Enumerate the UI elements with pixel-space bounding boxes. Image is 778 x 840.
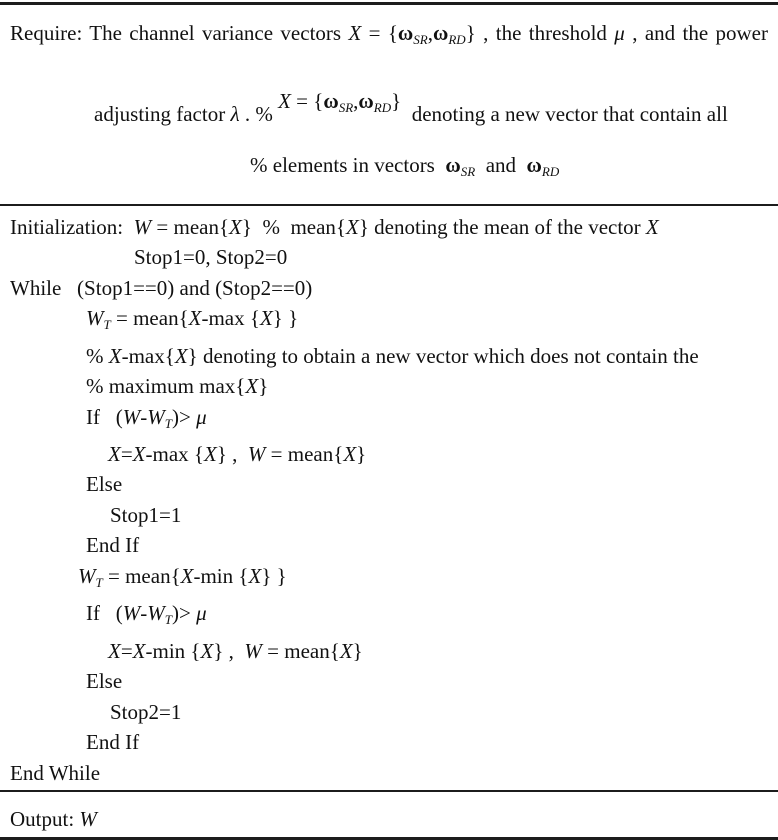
- text-segment: and: [475, 152, 527, 177]
- text-segment: X: [188, 306, 202, 331]
- text-segment: Stop2=1: [110, 699, 182, 724]
- text-segment: While (Stop1==0) and (Stop2==0): [10, 275, 313, 300]
- text-segment: W: [247, 441, 266, 466]
- text-segment: If (: [86, 404, 123, 429]
- text-segment: End If: [86, 533, 140, 558]
- text-segment: X: [343, 441, 357, 466]
- text-segment: . %: [239, 101, 279, 126]
- output-section: [0, 804, 778, 834]
- text-segment: = mean{: [102, 563, 181, 588]
- text-segment: X: [645, 214, 659, 239]
- text-segment: X: [346, 214, 359, 239]
- line-else-2: [10, 666, 768, 697]
- text-segment: ω: [323, 88, 339, 113]
- text-segment: -min {: [193, 563, 249, 588]
- text-segment: Require: The channel variance vectors: [10, 21, 349, 45]
- text-segment: T: [164, 415, 172, 431]
- line-endwhile: [10, 758, 768, 789]
- text-segment: SR: [413, 31, 428, 47]
- text-segment: =: [120, 441, 133, 466]
- text-segment: End If: [86, 730, 140, 755]
- text-segment: }: [258, 374, 269, 399]
- text-segment: X: [174, 343, 188, 368]
- text-segment: W: [133, 214, 152, 239]
- line-wt-max: [10, 303, 768, 340]
- text-segment: , and the power: [624, 21, 768, 45]
- text-segment: X: [200, 638, 214, 663]
- text-segment: W: [79, 807, 97, 832]
- divider-top: [0, 2, 778, 5]
- line-comment-max-1: [10, 341, 768, 372]
- text-segment: } % mean{: [241, 214, 347, 239]
- text-segment: W: [86, 306, 104, 331]
- text-segment: RD: [448, 31, 466, 47]
- text-segment: Output:: [10, 807, 80, 832]
- text-segment: SR: [460, 163, 476, 179]
- text-segment: ,: [353, 88, 359, 113]
- text-segment: } , the threshold: [465, 21, 615, 45]
- line-if-max: [10, 402, 768, 439]
- text-segment: W: [122, 601, 141, 626]
- text-segment: -max {: [201, 306, 260, 331]
- text-segment: T: [164, 612, 172, 628]
- text-segment: ω: [526, 152, 542, 177]
- divider-footer: [0, 790, 778, 792]
- line-update-min: [10, 636, 768, 667]
- text-segment: μ: [196, 404, 207, 429]
- line-if-min: [10, 598, 768, 635]
- text-segment: X: [245, 374, 259, 399]
- text-segment: W: [122, 404, 141, 429]
- text-segment: X: [278, 88, 291, 113]
- require-line-2: [10, 88, 768, 144]
- line-stop-init: [10, 242, 768, 273]
- text-segment: }: [356, 441, 367, 466]
- line-comment-max-2: [10, 371, 768, 402]
- text-segment: } ,: [213, 638, 245, 663]
- text-segment: adjusting factor: [94, 101, 231, 126]
- text-segment: X: [108, 343, 122, 368]
- text-segment: } denoting the mean of the vector: [358, 214, 646, 239]
- text-segment: % maximum max{: [86, 374, 246, 399]
- line-wt-min: [10, 561, 768, 598]
- text-segment: = mean{: [151, 214, 230, 239]
- line-endif-1: [10, 530, 768, 561]
- text-segment: X: [348, 21, 362, 45]
- text-segment: )>: [171, 404, 197, 429]
- text-segment: μ: [196, 601, 207, 626]
- text-segment: = {: [290, 88, 324, 113]
- text-segment: X: [108, 638, 121, 663]
- text-segment: T: [95, 574, 103, 590]
- text-segment: } denoting to obtain a new vector which does not contain the: [187, 343, 699, 368]
- text-segment: denoting a new vector that contain all: [401, 101, 728, 126]
- text-segment: μ: [614, 21, 625, 45]
- text-segment: SR: [338, 99, 354, 115]
- text-segment: =: [120, 638, 133, 663]
- text-segment: } }: [261, 563, 287, 588]
- text-segment: Else: [86, 472, 123, 497]
- text-segment: % elements in vectors: [250, 152, 446, 177]
- text-segment: W: [78, 563, 96, 588]
- text-segment: }: [352, 638, 363, 663]
- text-segment: -max {: [145, 441, 204, 466]
- text-segment: Initialization:: [10, 214, 134, 239]
- text-segment: -: [140, 404, 148, 429]
- require-line-3: [10, 150, 768, 187]
- text-segment: = mean{: [261, 638, 340, 663]
- text-segment: W: [244, 638, 262, 663]
- text-segment: X: [132, 441, 146, 466]
- text-segment: X: [203, 441, 217, 466]
- text-segment: RD: [541, 163, 560, 179]
- line-else-1: [10, 469, 768, 500]
- text-segment: X: [248, 563, 262, 588]
- text-segment: X: [259, 306, 273, 331]
- text-segment: RD: [373, 99, 392, 115]
- text-segment: If (: [86, 601, 123, 626]
- line-endif-2: [10, 727, 768, 758]
- text-segment: X: [132, 638, 146, 663]
- text-segment: )>: [171, 601, 197, 626]
- text-segment: X: [339, 638, 353, 663]
- text-segment: X: [108, 441, 121, 466]
- text-segment: T: [103, 317, 111, 333]
- text-segment: W: [147, 601, 165, 626]
- line-update-max: [10, 439, 768, 470]
- text-segment: Stop1=0, Stop2=0: [134, 245, 288, 270]
- text-segment: -: [140, 601, 148, 626]
- text-segment: }: [391, 88, 402, 113]
- text-segment: ,: [427, 21, 433, 45]
- text-segment: ω: [397, 21, 414, 45]
- require-line-1: [10, 18, 768, 55]
- line-while: [10, 273, 768, 304]
- algorithm-figure: [0, 2, 778, 832]
- text-segment: W: [147, 404, 165, 429]
- text-segment: %: [86, 343, 109, 368]
- text-segment: -max{: [121, 343, 175, 368]
- require-section: [0, 18, 778, 187]
- line-initialization: [10, 212, 768, 243]
- text-segment: ω: [358, 88, 374, 113]
- text-segment: = mean{: [110, 306, 189, 331]
- text-segment: = {: [361, 21, 398, 45]
- algorithm-body-section: [0, 206, 778, 789]
- text-segment: X: [180, 563, 194, 588]
- text-segment: } ,: [216, 441, 248, 466]
- text-segment: = mean{: [265, 441, 344, 466]
- text-segment: Else: [86, 669, 123, 694]
- line-stop2: [10, 697, 768, 728]
- text-segment: } }: [272, 306, 299, 331]
- text-segment: End While: [10, 760, 101, 785]
- text-segment: Stop1=1: [110, 502, 182, 527]
- text-segment: -min {: [145, 638, 201, 663]
- text-segment: X: [229, 214, 242, 239]
- text-segment: λ: [230, 101, 240, 126]
- text-segment: ω: [433, 21, 449, 45]
- text-segment: ω: [445, 152, 461, 177]
- line-stop1: [10, 500, 768, 531]
- output-line: [10, 804, 768, 834]
